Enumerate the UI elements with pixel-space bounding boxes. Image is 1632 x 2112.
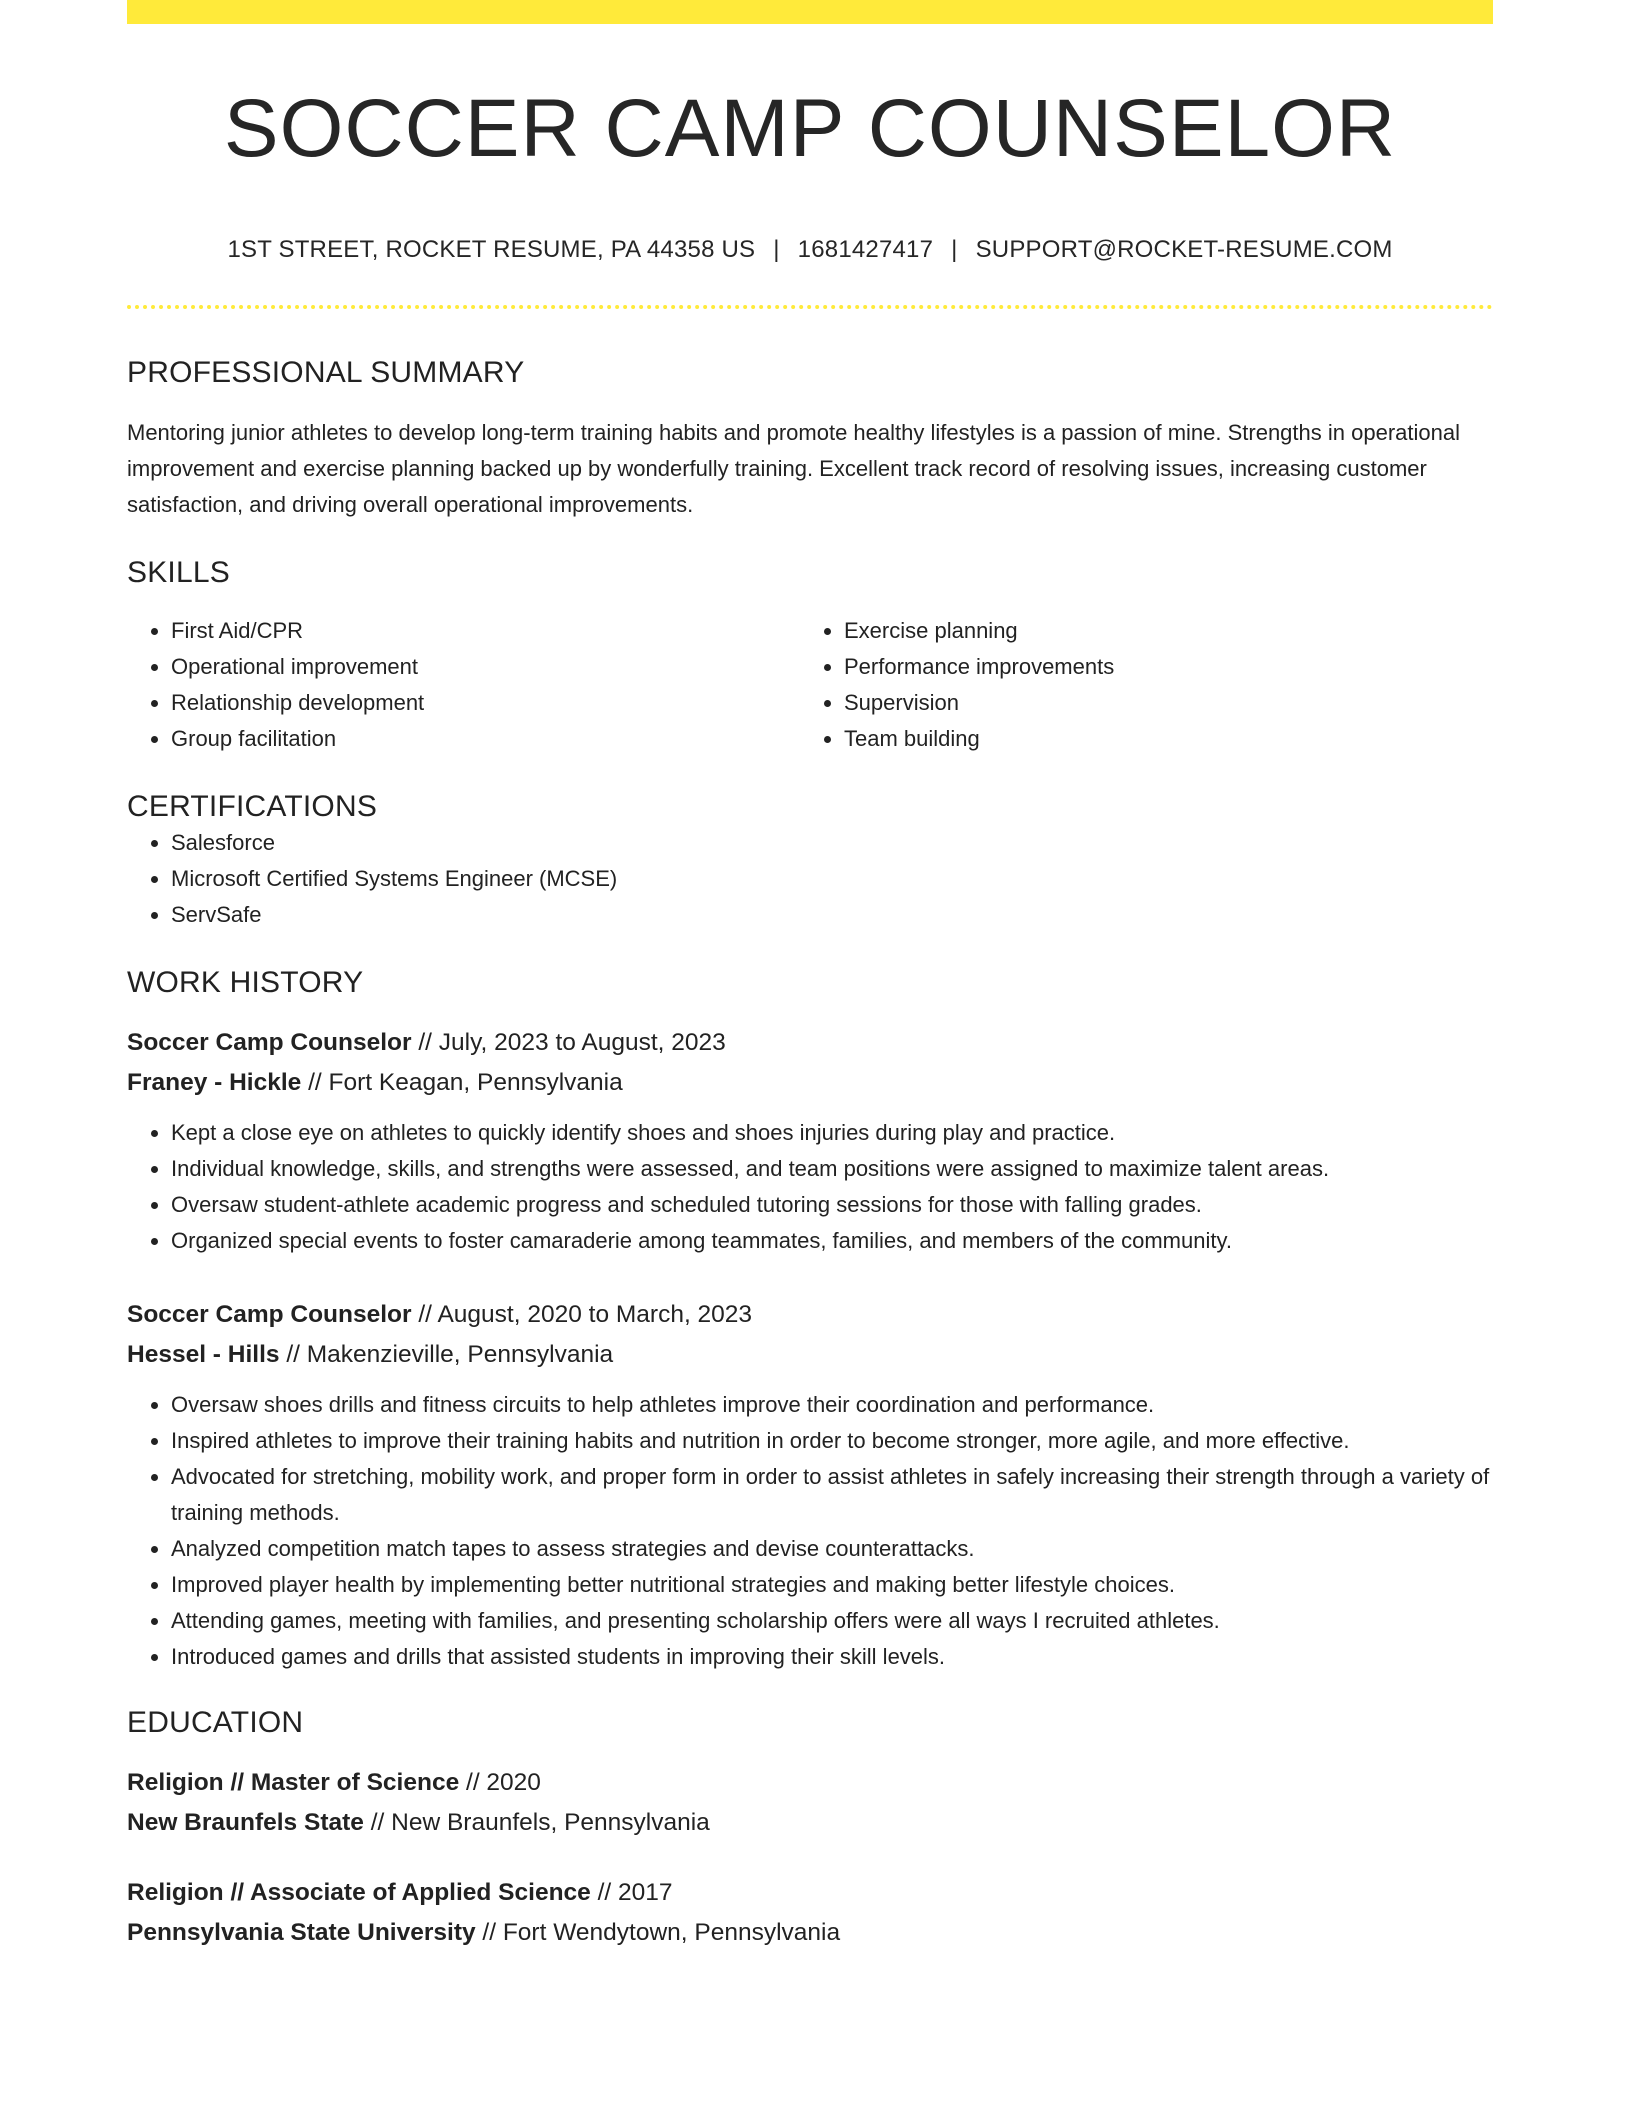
education-school-line — [127, 1913, 1493, 1953]
education-location: // New Braunfels, Pennsylvania — [363, 1808, 710, 1836]
job-role: Soccer Camp Counselor — [127, 1300, 412, 1328]
skill-item: • Group facilitation — [171, 721, 800, 757]
job-bullet: • Introduced games and drills that assisted students in improving their skill levels. — [171, 1639, 1493, 1675]
accent-top-bar — [127, 0, 1493, 24]
summary-heading: PROFESSIONAL SUMMARY — [127, 355, 525, 389]
job-dates: // August, 2020 to March, 2023 — [411, 1300, 753, 1328]
contact-address: 1ST STREET, ROCKET RESUME, PA 44358 US — [227, 236, 756, 264]
contact-line — [127, 236, 1493, 265]
education-degree: Religion // Master of Science — [127, 1768, 460, 1796]
skills-heading: SKILLS — [127, 555, 230, 589]
job-bullets — [127, 1387, 1493, 1675]
education-school: Pennsylvania State University — [127, 1918, 476, 1946]
job-location: // Makenzieville, Pennsylvania — [279, 1340, 614, 1368]
skill-item: • Supervision — [844, 685, 1473, 721]
job-bullet: • Attending games, meeting with families, and presenting scholarship offers were all ways I recruited athletes. — [171, 1603, 1493, 1639]
skill-item: • Performance improvements — [844, 649, 1473, 685]
education-year: // 2017 — [590, 1878, 673, 1906]
contact-separator: | — [951, 236, 958, 264]
education-school-line — [127, 1803, 1493, 1843]
work-history-heading: WORK HISTORY — [127, 965, 364, 999]
job-bullet: • Oversaw shoes drills and fitness circuits to help athletes improve their coordination and performance. — [171, 1387, 1493, 1423]
certification-item: • Microsoft Certified Systems Engineer (MCSE) — [171, 861, 1493, 897]
job-entry — [127, 1295, 1493, 1675]
education-entry — [127, 1873, 1493, 1953]
job-bullet: • Analyzed competition match tapes to assess strategies and devise counterattacks. — [171, 1531, 1493, 1567]
job-company: Hessel - Hills — [127, 1340, 280, 1368]
job-bullet: • Organized special events to foster camaraderie among teammates, families, and members of the community. — [171, 1223, 1493, 1259]
job-dates: // July, 2023 to August, 2023 — [411, 1028, 726, 1056]
skill-item: • Team building — [844, 721, 1473, 757]
education-degree-line — [127, 1873, 1493, 1913]
job-bullet: • Oversaw student-athlete academic progress and scheduled tutoring sessions for those with falling grades. — [171, 1187, 1493, 1223]
education-heading: EDUCATION — [127, 1705, 304, 1739]
education-school: New Braunfels State — [127, 1808, 364, 1836]
job-location: // Fort Keagan, Pennsylvania — [301, 1068, 623, 1096]
summary-text: Mentoring junior athletes to develop long-term training habits and promote healthy lifestyles is a passion of mine. Strengths in operational improvement and exercise planning backed up by wonderfully training. Excellent track record of resolving issues, increasing customer satisfaction, and driving overall operational improvements. — [127, 419, 1460, 517]
education-degree: Religion // Associate of Applied Science — [127, 1878, 591, 1906]
certifications-list — [127, 825, 1493, 933]
certification-item: • ServSafe — [171, 897, 1493, 933]
education-degree-line — [127, 1763, 1493, 1803]
skills-column-right — [800, 613, 1473, 757]
job-bullet: • Kept a close eye on athletes to quickly identify shoes and shoes injuries during play and practice. — [171, 1115, 1493, 1151]
education-entry — [127, 1763, 1493, 1843]
job-bullets — [127, 1115, 1493, 1259]
job-title-line — [127, 1023, 1493, 1063]
contact-email: SUPPORT@ROCKET-RESUME.COM — [975, 236, 1393, 264]
skill-item: • First Aid/CPR — [171, 613, 800, 649]
skill-item: • Operational improvement — [171, 649, 800, 685]
certification-item: • Salesforce — [171, 825, 1493, 861]
skill-item: • Exercise planning — [844, 613, 1473, 649]
job-bullet: • Inspired athletes to improve their training habits and nutrition in order to become stronger, more agile, and more effective. — [171, 1423, 1493, 1459]
skills-list — [127, 613, 1493, 757]
contact-phone: 1681427417 — [797, 236, 934, 264]
job-entry — [127, 1023, 1493, 1259]
job-company-line — [127, 1063, 1493, 1103]
certifications-heading: CERTIFICATIONS — [127, 789, 378, 823]
job-role: Soccer Camp Counselor — [127, 1028, 412, 1056]
dotted-divider — [127, 305, 1493, 309]
skill-item: • Relationship development — [171, 685, 800, 721]
job-bullet: • Advocated for stretching, mobility work, and proper form in order to assist athletes in safely increasing their strength through a variety of training methods. — [171, 1459, 1493, 1531]
job-company: Franey - Hickle — [127, 1068, 302, 1096]
education-year: // 2020 — [459, 1768, 541, 1796]
resume-page — [127, 0, 1493, 1953]
job-company-line — [127, 1335, 1493, 1375]
candidate-name: SOCCER CAMP COUNSELOR — [223, 83, 1397, 174]
education-location: // Fort Wendytown, Pennsylvania — [475, 1918, 841, 1946]
skills-column-left — [127, 613, 800, 757]
job-bullet: • Individual knowledge, skills, and strengths were assessed, and team positions were assigned to maximize talent areas. — [171, 1151, 1493, 1187]
job-bullet: • Improved player health by implementing better nutritional strategies and making better lifestyle choices. — [171, 1567, 1493, 1603]
contact-separator: | — [773, 236, 780, 264]
job-title-line — [127, 1295, 1493, 1335]
